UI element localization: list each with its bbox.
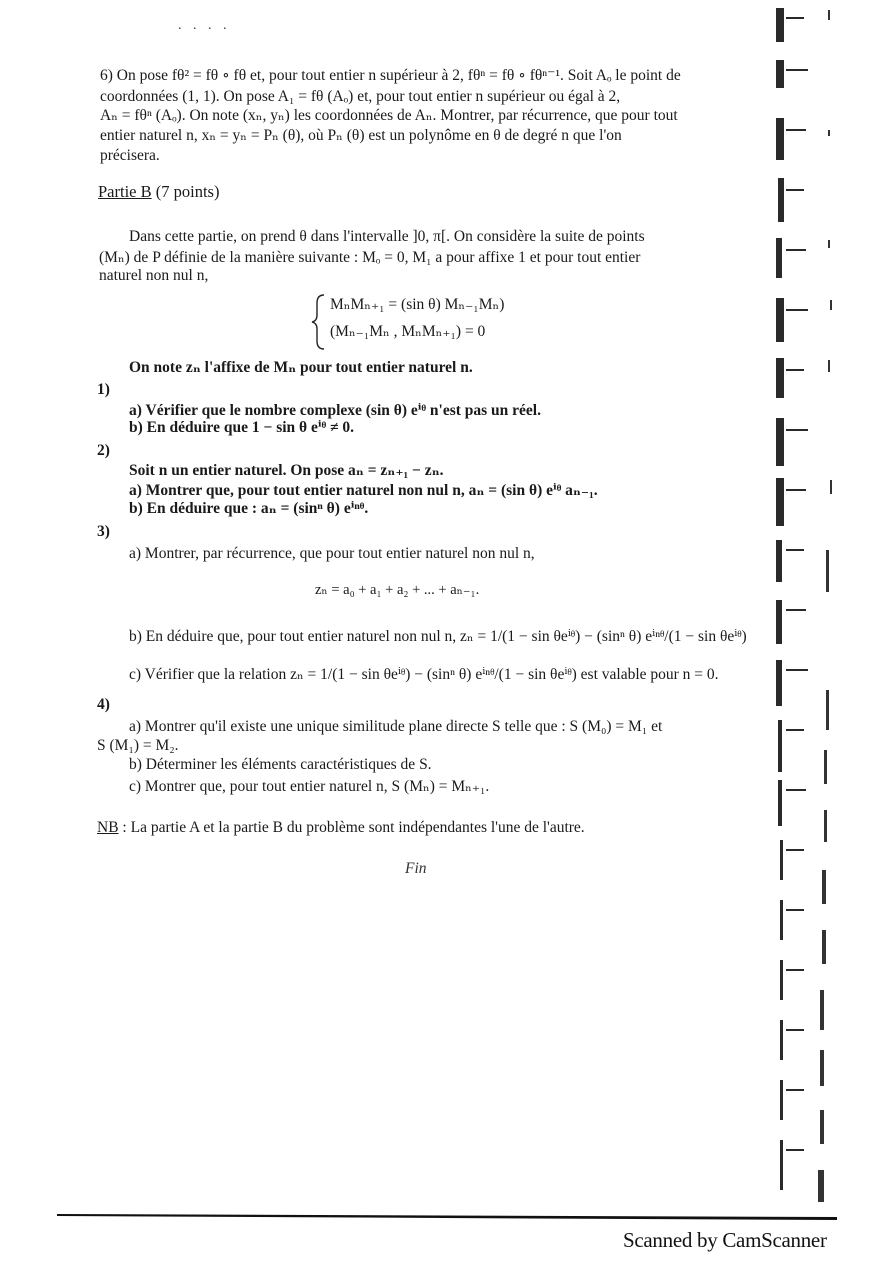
q2-part-b: b) En déduire que : aₙ = (sinⁿ θ) eⁱⁿᶿ. — [129, 500, 369, 517]
partB-intro-line-1: Dans cette partie, on prend θ dans l'intervalle ]0, π[. On considère la suite de points — [129, 228, 645, 245]
q1-number: 1) — [97, 381, 110, 398]
q6-line-5: précisera. — [100, 147, 160, 164]
q3-sum-formula: zₙ = a₀ + a₁ + a₂ + ... + aₙ₋₁. — [315, 582, 480, 598]
q4-part-c: c) Montrer que, pour tout entier naturel n, S (Mₙ) = Mₙ₊₁. — [129, 778, 490, 795]
partB-heading — [98, 183, 219, 201]
q6-line-1: 6) On pose fθ² = fθ ∘ fθ et, pour tout entier n supérieur à 2, fθⁿ = fθ ∘ fθⁿ⁻¹. Soit Aₒ le point de — [100, 67, 681, 84]
system-eq-1: MₙMₙ₊₁ = (sin θ) Mₙ₋₁Mₙ) — [330, 296, 505, 313]
q6-line-3: Aₙ = fθⁿ (Aₒ). On note (xₙ, yₙ) les coordonnées de Aₙ. Montrer, par récurrence, que pour tout — [100, 107, 678, 124]
partB-points: (7 points) — [155, 182, 220, 201]
nb-note — [97, 819, 585, 837]
q6-line-4: entier naturel n, xₙ = yₙ = Pₙ (θ), où Pₙ (θ) est un polynôme en θ de degré n que l'on — [100, 127, 622, 144]
binder-edge-artifacts — [760, 0, 892, 1215]
q2-intro: Soit n un entier naturel. On pose aₙ = zₙ₊₁ − zₙ. — [129, 462, 444, 479]
scanner-watermark: Scanned by CamScanner — [623, 1228, 827, 1252]
partB-intro-line-3: naturel non nul n, — [99, 267, 209, 284]
q3-part-b: b) En déduire que, pour tout entier naturel non nul n, zₙ = 1/(1 − sin θeⁱᶿ) − (sinⁿ θ) eⁱⁿᶿ/(1 − sin θeⁱᶿ) — [129, 628, 747, 645]
q1-part-b: b) En déduire que 1 − sin θ eⁱᶿ ≠ 0. — [129, 419, 355, 436]
recurrence-system — [310, 293, 540, 351]
q2-number: 2) — [97, 442, 110, 459]
q4-part-b: b) Déterminer les éléments caractéristiques de S. — [129, 756, 432, 773]
partB-note: On note zₙ l'affixe de Mₙ pour tout entier naturel n. — [129, 359, 473, 376]
partB-intro-line-2: (Mₙ) de P définie de la manière suivante : Mₒ = 0, M₁ a pour affixe 1 et pour tout entier — [99, 249, 641, 266]
q6-line-2: coordonnées (1, 1). On pose A₁ = fθ (Aₒ) et, pour tout entier n supérieur ou égal à 2, — [100, 88, 621, 105]
nb-label: NB — [97, 819, 119, 836]
q4-part-a-line-1: a) Montrer qu'il existe une unique similitude plane directe S telle que : S (M₀) = M₁ et — [129, 718, 663, 735]
q2-part-a: a) Montrer que, pour tout entier naturel non nul n, aₙ = (sin θ) eⁱᶿ aₙ₋₁. — [129, 482, 598, 499]
q1-part-a: a) Vérifier que le nombre complexe (sin θ) eⁱᶿ n'est pas un réel. — [129, 402, 541, 419]
system-eq-2: (Mₙ₋₁Mₙ , MₙMₙ₊₁) = 0 — [330, 323, 486, 340]
partB-title: Partie B — [98, 182, 152, 201]
q4-part-a-line-2: S (M₁) = M₂. — [97, 737, 179, 754]
q3-part-c: c) Vérifier que la relation zₙ = 1/(1 − sin θeⁱᶿ) − (sinⁿ θ) eⁱⁿᶿ/(1 − sin θeⁱᶿ) est valable pour n = 0. — [129, 666, 719, 683]
q3-part-a: a) Montrer, par récurrence, que pour tout entier naturel non nul n, — [129, 545, 535, 562]
header-marks: . . . . — [178, 18, 231, 33]
page-bottom-edge — [57, 1212, 837, 1220]
q3-number: 3) — [97, 523, 110, 540]
nb-text: : La partie A et la partie B du problème sont indépendantes l'une de l'autre. — [122, 819, 585, 836]
fin-label: Fin — [405, 860, 427, 877]
q4-number: 4) — [97, 696, 110, 713]
system-brace — [310, 293, 330, 351]
